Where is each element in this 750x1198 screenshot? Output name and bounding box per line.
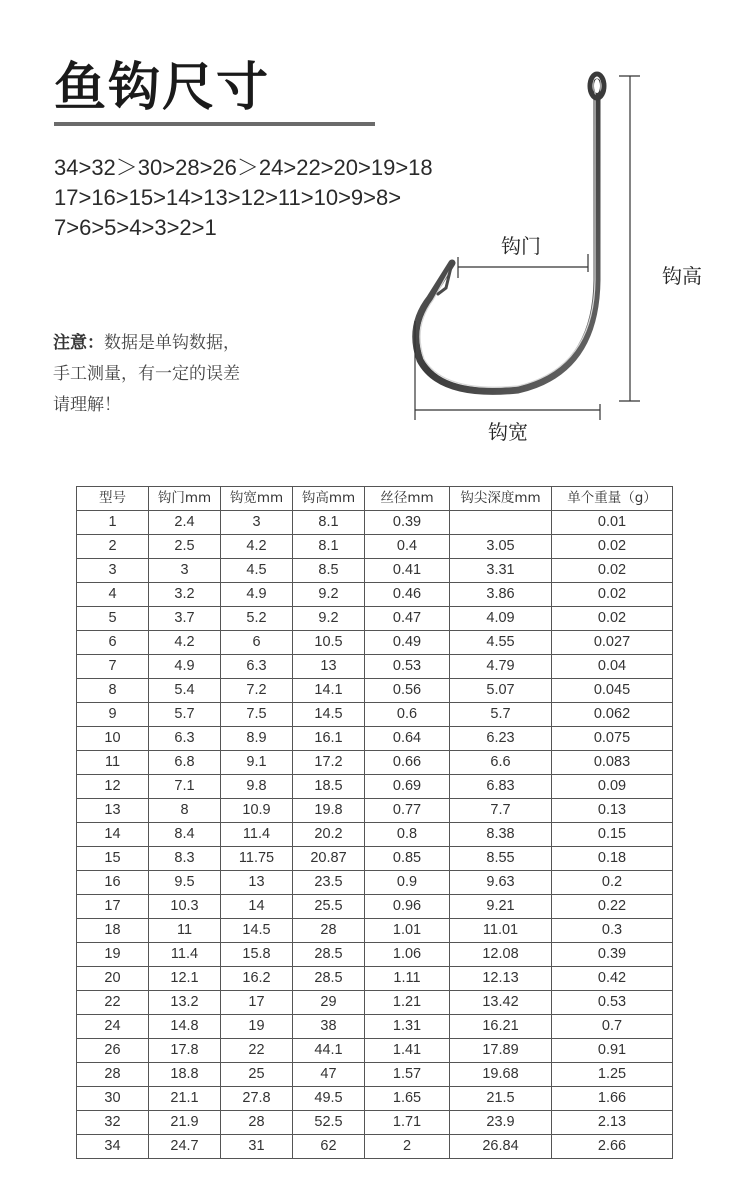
note-line: 手工测量，有一定的误差: [53, 364, 240, 384]
table-cell: 19.68: [450, 1063, 552, 1087]
table-cell: 38: [293, 1015, 365, 1039]
table-cell: 28.5: [293, 967, 365, 991]
table-cell: 5: [77, 607, 149, 631]
table-cell: 17: [77, 895, 149, 919]
table-row: [77, 751, 673, 775]
table-cell: 1.06: [365, 943, 450, 967]
note-line: 数据是单钩数据，: [104, 333, 240, 353]
table-cell: 0.53: [552, 991, 673, 1015]
table-cell: 17: [221, 991, 293, 1015]
table-cell: 21.1: [149, 1087, 221, 1111]
table-row: [77, 679, 673, 703]
table-cell: 6.23: [450, 727, 552, 751]
table-cell: 32: [77, 1111, 149, 1135]
table-row: [77, 1039, 673, 1063]
table-row: [77, 919, 673, 943]
table-cell: 0.02: [552, 535, 673, 559]
table-cell: 13.42: [450, 991, 552, 1015]
table-cell: 8.4: [149, 823, 221, 847]
table-cell: 14.8: [149, 1015, 221, 1039]
table-cell: 0.3: [552, 919, 673, 943]
hook-diagram: [400, 60, 740, 460]
table-cell: 20.87: [293, 847, 365, 871]
table-cell: 6.3: [221, 655, 293, 679]
size-sequence-line: 7>6>5>4>3>2>1: [54, 215, 217, 240]
table-cell: 12: [77, 775, 149, 799]
table-cell: 0.02: [552, 559, 673, 583]
measurement-note: [53, 328, 293, 421]
table-cell: 1.21: [365, 991, 450, 1015]
table-cell: 8.38: [450, 823, 552, 847]
table-cell: 28: [77, 1063, 149, 1087]
table-cell: 17.2: [293, 751, 365, 775]
table-cell: 10: [77, 727, 149, 751]
table-cell: 0.18: [552, 847, 673, 871]
table-cell: 0.13: [552, 799, 673, 823]
table-cell: 1.41: [365, 1039, 450, 1063]
table-cell: 0.6: [365, 703, 450, 727]
table-cell: 6: [221, 631, 293, 655]
table-cell: 0.8: [365, 823, 450, 847]
table-cell: 2.4: [149, 511, 221, 535]
table-cell: 5.2: [221, 607, 293, 631]
table-cell: 14: [77, 823, 149, 847]
table-cell: 0.85: [365, 847, 450, 871]
column-header: 钩高mm: [293, 487, 365, 511]
table-cell: 0.46: [365, 583, 450, 607]
hook-spec-table: [76, 486, 673, 1159]
table-cell: 3.31: [450, 559, 552, 583]
table-row: [77, 847, 673, 871]
table-cell: 17.8: [149, 1039, 221, 1063]
table-cell: 9.2: [293, 583, 365, 607]
table-row: [77, 871, 673, 895]
table-cell: 23.9: [450, 1111, 552, 1135]
table-cell: 21.5: [450, 1087, 552, 1111]
table-cell: 1.31: [365, 1015, 450, 1039]
column-header: 钩门mm: [149, 487, 221, 511]
table-cell: 6.3: [149, 727, 221, 751]
table-row: [77, 1111, 673, 1135]
table-cell: 4.55: [450, 631, 552, 655]
table-cell: 9.63: [450, 871, 552, 895]
table-cell: 17.89: [450, 1039, 552, 1063]
table-cell: 4: [77, 583, 149, 607]
table-cell: 0.045: [552, 679, 673, 703]
table-cell: 0.41: [365, 559, 450, 583]
table-cell: 1: [77, 511, 149, 535]
table-cell: 0.22: [552, 895, 673, 919]
note-line: 请理解！: [53, 395, 121, 415]
table-cell: 19: [221, 1015, 293, 1039]
table-cell: 20: [77, 967, 149, 991]
table-cell: 22: [221, 1039, 293, 1063]
table-cell: 6: [77, 631, 149, 655]
table-cell: 0.09: [552, 775, 673, 799]
table-cell: 9.1: [221, 751, 293, 775]
column-header: 型号: [77, 487, 149, 511]
table-cell: 14.1: [293, 679, 365, 703]
table-cell: 2.5: [149, 535, 221, 559]
table-cell: 0.9: [365, 871, 450, 895]
table-cell: 24.7: [149, 1135, 221, 1159]
table-cell: 9.2: [293, 607, 365, 631]
table-cell: 49.5: [293, 1087, 365, 1111]
table-cell: 14.5: [293, 703, 365, 727]
table-cell: 9.8: [221, 775, 293, 799]
table-cell: 30: [77, 1087, 149, 1111]
table-row: [77, 1135, 673, 1159]
table-cell: 29: [293, 991, 365, 1015]
table-cell: 62: [293, 1135, 365, 1159]
table-cell: 2: [77, 535, 149, 559]
table-cell: 2.66: [552, 1135, 673, 1159]
table-cell: 10.9: [221, 799, 293, 823]
table-cell: 7.2: [221, 679, 293, 703]
table-cell: 8.55: [450, 847, 552, 871]
table-cell: 0.69: [365, 775, 450, 799]
table-cell: 18.5: [293, 775, 365, 799]
table-cell: 5.7: [450, 703, 552, 727]
table-cell: 1.71: [365, 1111, 450, 1135]
table-cell: 13: [77, 799, 149, 823]
table-cell: 10.3: [149, 895, 221, 919]
table-cell: 11: [149, 919, 221, 943]
table-cell: 16.21: [450, 1015, 552, 1039]
table-cell: 47: [293, 1063, 365, 1087]
size-sequence-line: 34>32＞30>28>26＞24>22>20>19>18: [54, 155, 433, 180]
table-cell: 28: [221, 1111, 293, 1135]
table-cell: 12.08: [450, 943, 552, 967]
table-row: [77, 967, 673, 991]
table-cell: 0.7: [552, 1015, 673, 1039]
table-cell: 16.1: [293, 727, 365, 751]
table-cell: 6.83: [450, 775, 552, 799]
table-cell: 21.9: [149, 1111, 221, 1135]
table-row: [77, 559, 673, 583]
table-cell: 10.5: [293, 631, 365, 655]
table-row: [77, 1015, 673, 1039]
column-header: 丝径mm: [365, 487, 450, 511]
table-row: [77, 799, 673, 823]
table-cell: 18.8: [149, 1063, 221, 1087]
title-underline: [54, 122, 375, 126]
table-cell: 8.1: [293, 511, 365, 535]
table-cell: 0.01: [552, 511, 673, 535]
table-cell: 1.01: [365, 919, 450, 943]
hook-gap-label: 钩门: [501, 234, 541, 258]
table-cell: 0.02: [552, 607, 673, 631]
table-cell: 0.02: [552, 583, 673, 607]
table-cell: 28.5: [293, 943, 365, 967]
table-cell: 8.9: [221, 727, 293, 751]
table-cell: 28: [293, 919, 365, 943]
table-cell: 7.7: [450, 799, 552, 823]
table-row: [77, 727, 673, 751]
table-cell: 4.5: [221, 559, 293, 583]
table-row: [77, 1063, 673, 1087]
table-cell: 5.07: [450, 679, 552, 703]
table-cell: 13: [221, 871, 293, 895]
table-cell: 4.2: [221, 535, 293, 559]
table-cell: 25.5: [293, 895, 365, 919]
table-cell: 0.56: [365, 679, 450, 703]
table-cell: 11: [77, 751, 149, 775]
table-row: [77, 703, 673, 727]
table-cell: 9.5: [149, 871, 221, 895]
table-cell: 24: [77, 1015, 149, 1039]
table-cell: 27.8: [221, 1087, 293, 1111]
table-cell: 0.91: [552, 1039, 673, 1063]
table-cell: 0.53: [365, 655, 450, 679]
table-row: [77, 991, 673, 1015]
column-header: 钩宽mm: [221, 487, 293, 511]
table-cell: 0.04: [552, 655, 673, 679]
table-cell: 0.39: [365, 511, 450, 535]
table-cell: 4.79: [450, 655, 552, 679]
table-row: [77, 511, 673, 535]
table-cell: 4.2: [149, 631, 221, 655]
table-cell: 3.05: [450, 535, 552, 559]
table-cell: 8.3: [149, 847, 221, 871]
table-cell: 9.21: [450, 895, 552, 919]
table-row: [77, 535, 673, 559]
table-cell: [450, 511, 552, 535]
table-cell: 3.86: [450, 583, 552, 607]
column-header: 钩尖深度mm: [450, 487, 552, 511]
table-cell: 26: [77, 1039, 149, 1063]
table-cell: 9: [77, 703, 149, 727]
table-cell: 3.7: [149, 607, 221, 631]
table-cell: 8: [149, 799, 221, 823]
table-cell: 23.5: [293, 871, 365, 895]
table-cell: 1.25: [552, 1063, 673, 1087]
hook-height-label: 钩高: [662, 264, 702, 288]
size-sequence-line: 17>16>15>14>13>12>11>10>9>8>: [54, 185, 402, 210]
table-cell: 6.6: [450, 751, 552, 775]
table-cell: 11.4: [221, 823, 293, 847]
table-cell: 15.8: [221, 943, 293, 967]
table-cell: 0.47: [365, 607, 450, 631]
table-row: [77, 943, 673, 967]
table-cell: 0.64: [365, 727, 450, 751]
table-cell: 0.075: [552, 727, 673, 751]
table-row: [77, 655, 673, 679]
table-cell: 0.42: [552, 967, 673, 991]
table-cell: 20.2: [293, 823, 365, 847]
table-row: [77, 583, 673, 607]
table-row: [77, 895, 673, 919]
table-cell: 26.84: [450, 1135, 552, 1159]
table-cell: 0.49: [365, 631, 450, 655]
table-cell: 1.66: [552, 1087, 673, 1111]
table-cell: 1.57: [365, 1063, 450, 1087]
table-row: [77, 607, 673, 631]
table-cell: 16: [77, 871, 149, 895]
table-cell: 8: [77, 679, 149, 703]
table-cell: 19.8: [293, 799, 365, 823]
table-cell: 0.062: [552, 703, 673, 727]
table-cell: 19: [77, 943, 149, 967]
table-cell: 3: [149, 559, 221, 583]
table-header-row: [77, 487, 673, 511]
table-cell: 0.66: [365, 751, 450, 775]
table-cell: 18: [77, 919, 149, 943]
table-cell: 14.5: [221, 919, 293, 943]
table-cell: 0.4: [365, 535, 450, 559]
table-cell: 34: [77, 1135, 149, 1159]
table-cell: 11.75: [221, 847, 293, 871]
table-cell: 3: [77, 559, 149, 583]
table-cell: 13.2: [149, 991, 221, 1015]
table-cell: 12.1: [149, 967, 221, 991]
table-cell: 25: [221, 1063, 293, 1087]
table-cell: 15: [77, 847, 149, 871]
table-cell: 0.027: [552, 631, 673, 655]
table-cell: 0.2: [552, 871, 673, 895]
table-cell: 0.77: [365, 799, 450, 823]
table-cell: 1.65: [365, 1087, 450, 1111]
table-cell: 12.13: [450, 967, 552, 991]
table-cell: 31: [221, 1135, 293, 1159]
table-cell: 2.13: [552, 1111, 673, 1135]
note-label: 注意：: [53, 333, 104, 353]
table-row: [77, 775, 673, 799]
table-cell: 7.1: [149, 775, 221, 799]
table-cell: 6.8: [149, 751, 221, 775]
table-cell: 0.15: [552, 823, 673, 847]
table-cell: 14: [221, 895, 293, 919]
table-row: [77, 631, 673, 655]
table-cell: 44.1: [293, 1039, 365, 1063]
table-cell: 4.9: [221, 583, 293, 607]
table-cell: 52.5: [293, 1111, 365, 1135]
table-cell: 4.09: [450, 607, 552, 631]
table-cell: 8.1: [293, 535, 365, 559]
table-cell: 16.2: [221, 967, 293, 991]
table-cell: 5.4: [149, 679, 221, 703]
table-cell: 5.7: [149, 703, 221, 727]
table-cell: 7: [77, 655, 149, 679]
column-header: 单个重量（g）: [552, 487, 673, 511]
table-cell: 0.083: [552, 751, 673, 775]
table-cell: 3: [221, 511, 293, 535]
table-cell: 8.5: [293, 559, 365, 583]
hook-width-label: 钩宽: [488, 420, 528, 444]
table-cell: 1.11: [365, 967, 450, 991]
table-row: [77, 823, 673, 847]
table-cell: 11.4: [149, 943, 221, 967]
table-cell: 2: [365, 1135, 450, 1159]
table-cell: 7.5: [221, 703, 293, 727]
table-cell: 11.01: [450, 919, 552, 943]
page-title: 鱼钩尺寸: [54, 58, 271, 118]
table-row: [77, 1087, 673, 1111]
table-cell: 0.39: [552, 943, 673, 967]
table-cell: 3.2: [149, 583, 221, 607]
table-cell: 4.9: [149, 655, 221, 679]
table-cell: 0.96: [365, 895, 450, 919]
size-sequence: [54, 153, 454, 243]
table-cell: 13: [293, 655, 365, 679]
table-cell: 22: [77, 991, 149, 1015]
